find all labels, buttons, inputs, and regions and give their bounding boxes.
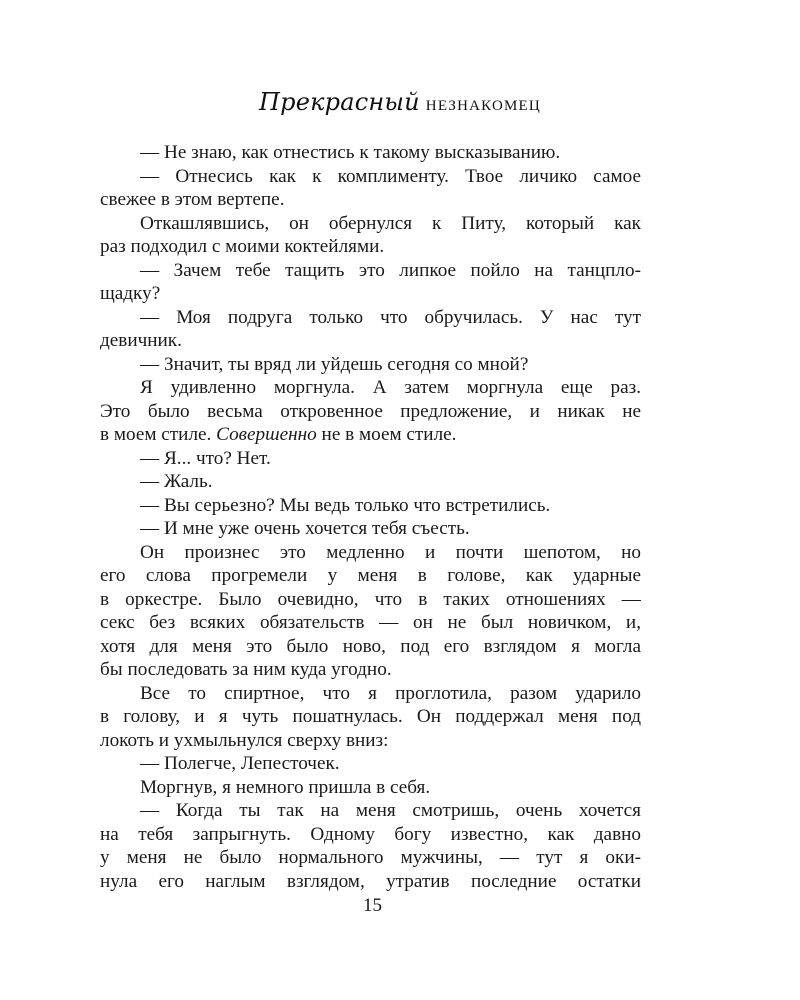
text-line: — Полегче, Лепесточек. bbox=[140, 753, 340, 774]
text-line: Я удивленно моргнула. А затем моргнула еще раз. bbox=[140, 377, 641, 398]
header-title-script: Прекрасный bbox=[259, 88, 420, 116]
text-line: хотя для меня это было ново, под его взглядом я могла bbox=[100, 635, 641, 657]
text-line: в оркестре. Было очевидно, что в таких отношениях — bbox=[100, 588, 641, 610]
text-line: его слова прогремели у меня в голове, как ударные bbox=[100, 565, 641, 586]
text-line: — Значит, ты вряд ли уйдешь сегодня со мной? bbox=[140, 353, 529, 375]
text-line: — Зачем тебе тащить это липкое пойло на танцпло- bbox=[140, 259, 641, 281]
text-line: раз подходил с моими коктейлями. bbox=[100, 236, 385, 257]
running-header bbox=[0, 88, 800, 116]
emphasis-text: Совершенно bbox=[216, 424, 317, 445]
text-line: — Отнесись как к комплименту. Твое личико самое bbox=[140, 165, 641, 187]
text-line: — Моя подруга только что обручилась. У нас тут bbox=[140, 306, 641, 328]
text-line: — Вы серьезно? Мы ведь только что встретились. bbox=[140, 494, 551, 516]
text-line: щадку? bbox=[100, 283, 161, 304]
text-line: — Я... что? Нет. bbox=[140, 447, 271, 469]
text-line: нула его наглым взглядом, утратив последние остатки bbox=[100, 870, 641, 892]
text-line: девичник. bbox=[100, 330, 182, 351]
text-line: на тебя запрыгнуть. Одному богу известно, как давно bbox=[100, 823, 641, 845]
text-line: — Не знаю, как отнестись к такому высказыванию. bbox=[140, 142, 561, 163]
text-line: локоть и ухмыльнулся сверху вниз: bbox=[100, 729, 389, 751]
text-line: свежее в этом вертепе. bbox=[100, 189, 285, 210]
body-text bbox=[100, 141, 641, 893]
text-line: у меня не было нормального мужчины, — тут я оки- bbox=[100, 847, 641, 868]
text-line: Это было весьма откровенное предложение, и никак не bbox=[100, 400, 641, 422]
text-line: — Когда ты так на меня смотришь, очень хочется bbox=[140, 800, 641, 821]
text-line: Он произнес это медленно и почти шепотом, но bbox=[140, 541, 641, 563]
text-line: в голову, и я чуть пошатнулась. Он поддержал меня под bbox=[100, 706, 641, 727]
text-line: секс без всяких обязательств — он не был новичком, и, bbox=[100, 612, 641, 633]
text-line: — И мне уже очень хочется тебя съесть. bbox=[140, 518, 470, 539]
text-line: Все то спиртное, что я проглотила, разом ударило bbox=[140, 682, 641, 704]
text-line: Моргнув, я немного пришла в себя. bbox=[140, 776, 431, 798]
page-number: 15 bbox=[363, 895, 382, 916]
text-segment: в моем стиле. bbox=[100, 424, 217, 445]
text-line: Откашлявшись, он обернулся к Питу, который как bbox=[140, 212, 641, 234]
text-line: бы последовать за ним куда угодно. bbox=[100, 659, 392, 680]
text-line: — Жаль. bbox=[140, 471, 213, 492]
text-line bbox=[100, 423, 641, 447]
header-title-caps: НЕЗНАКОМЕЦ bbox=[425, 98, 541, 114]
text-segment: не в моем стиле. bbox=[316, 424, 457, 445]
